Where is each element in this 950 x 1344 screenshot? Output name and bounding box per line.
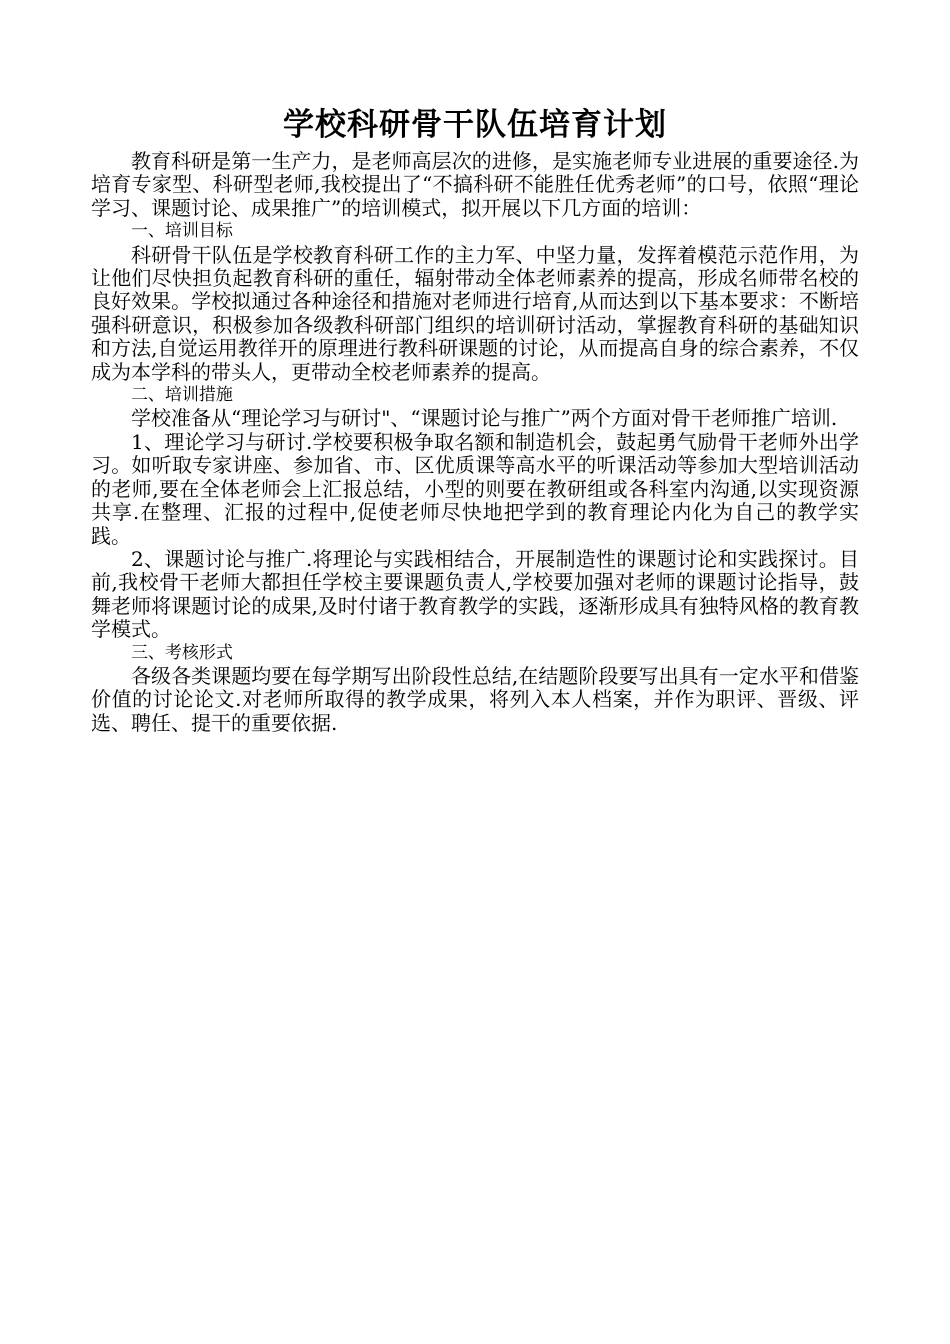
measures-paragraph: 学校准备从“理论学习与研讨"、“课题讨论与推广”两个方面对骨干老师推广培训.: [131, 406, 838, 431]
section-heading-assessment: 三、考核形式: [130, 642, 233, 663]
measures-item-research: 2、课题讨论与推广.将理论与实践相结合，开展制造性的课题讨论和实践探讨。目前,我校骨干老师大都担任学校主要课题负责人,学校要加强对老师的课题讨论指导，鼓舞老师将课题讨论的成果,及时付诸于教育教学的实践，逐渐形成具有独特风格的教育教学模式。: [91, 546, 859, 642]
document-page: [91, 100, 859, 735]
document-title: 学校科研骨干队伍培育计划: [283, 107, 667, 143]
goals-paragraph: 科研骨干队伍是学校教育科研工作的主力军、中坚力量，发挥着模范示范作用，为让他们尽快担负起教育科研的重任，辐射带动全体老师素养的提高，形成名师带名校的良好效果。学校拟通过各种途径和措施对老师进行培育,从而达到以下基本要求：不断培强科研意识，积极参加各级教科研部门组织的培训研讨活动，掌握教育科研的基础知识和方法,自觉运用教徉开的原理进行教科研课题的讨论，从而提高自身的综合素养，不仅成为本学科的带头人，更带动全校老师素养的提高。: [91, 242, 859, 384]
assessment-paragraph: 各级各类课题均要在每学期写出阶段性总结,在结题阶段要写出具有一定水平和借鉴价值的讨论论文.对老师所取得的教学成果，将列入本人档案，并作为职评、晋级、评选、聘任、提干的重要依据.: [91, 663, 859, 735]
section-heading-goals: 一、培训目标: [130, 221, 233, 242]
measures-item-theory: 1、理论学习与研讨.学校要积极争取名额和制造机会，鼓起勇气励骨干老师外出学习。如听取专家讲座、参加省、市、区优质课等高水平的听课活动等参加大型培训活动的老师,要在全体老师会上汇报总结，小型的则要在教研组或各科室内沟通,以实现资源共享.在整理、汇报的过程中,促使老师尽快地把学到的教育理论内化为自己的教学实践。: [91, 429, 859, 548]
intro-paragraph: 教育科研是第一生产力，是老师高层次的进修，是实施老师专业进展的重要途径.为培育专家型、科研型老师,我校提出了“不搞科研不能胜任优秀老师”的口号，依照“理论学习、课题讨论、成果推广”的培训模式，拟开展以下几方面的培训：: [91, 149, 859, 220]
section-heading-measures: 二、培训措施: [130, 385, 233, 406]
